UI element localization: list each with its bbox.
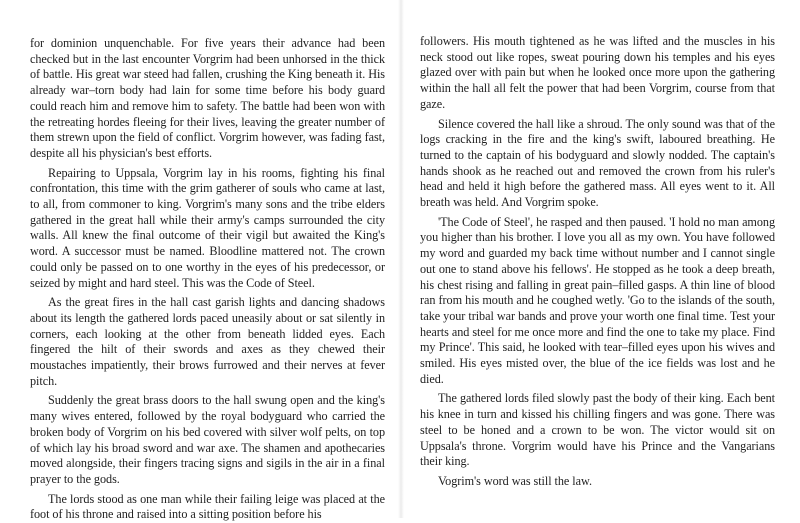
right-paragraph-3: 'The Code of Steel', he rasped and then paused. 'I hold no man among you higher than his brother. I love you all as my own. You have followed my word and guarded my back time without number and I cannot single out one to stand above his fellows'. He stopped as he took a deep breath, his chest rising and falling in great pain–filled gasps. A thin line of blood ran from his mouth and he coughed wetly. 'Go to the islands of the south, take your tribal war bands and prove your worth one final time. Test your hearts and steel for me once more and find the one to take my place. Find my Prince'. This said, he looked with tear–filled eyes upon his wives and smiled. His eyes misted over, the blue of the ice fields was lost and he died.: [420, 214, 775, 386]
right-paragraph-2: Silence covered the hall like a shroud. The only sound was that of the logs cracking in the fire and the king's swift, laboured breathing. He turned to the captain of his bodyguard and slowly nodded. The captain's hands shook as he reached out and removed the crown from his ruler's head and held it high before the gathered mass. All eyes went to it. All breath was held. And Vorgrim spoke.: [420, 116, 775, 210]
book-gutter: [398, 0, 404, 518]
left-paragraph-1: for dominion unquenchable. For five years their advance had been checked but in the last encounter Vorgrim had been unhorsed in the thick of battle. His great war steed had fallen, crushing the King beneath it. His already war–torn body had lain for some time before his body guard could reach him and remove him to safety. The battle had been won with the retreating hordes fleeing for their lives, leaving the greater number of them strewn upon the field of conflict. Vorgrim however, was fading fast, despite all his physician's best efforts.: [30, 36, 385, 160]
left-paragraph-4: Suddenly the great brass doors to the hall swung open and the king's many wives entered, followed by the royal bodyguard who carried the broken body of Vorgrim on his bed covered with silver wolf pelts, on top of which lay his broad sword and war axe. The shamen and apothecaries moved alongside, their fingers tracing signs and sigils in the air in a final prayer to the gods.: [30, 393, 385, 486]
right-paragraph-1: followers. His mouth tightened as he was lifted and the muscles in his neck stood out like ropes, sweat pouring down his temples and his eyes glazed over with pain but when he looked once more upon the gathering within the hall all felt the power that had been Vorgrim, course from that gaze.: [420, 34, 775, 111]
left-paragraph-2: Repairing to Uppsala, Vorgrim lay in his rooms, fighting his final confrontation, this time with the grim gatherer of souls who came at last, to all, from commoner to king. Vorgrim's many sons and the tribe elders gathered in the great hall while their army's camps surrounded the city walls. All knew the final outcome of their vigil but awaited the King's word. A successor must be named. Bloodline mattered not. The crown could only be passed on to one worthy in the eyes of his predecessor, or seized by might and hard steel. This was the Code of Steel.: [30, 165, 385, 290]
right-page: [420, 0, 775, 490]
left-paragraph-5: The lords stood as one man while their failing leige was placed at the foot of his throne and raised into a sitting position before his: [30, 491, 385, 522]
right-paragraph-4: The gathered lords filed slowly past the body of their king. Each bent his knee in turn and kissed his chilling fingers and was gone. There was steel to be honed and a crown to be won. The victor would sit on Uppsala's throne. Vorgrim would have his Prince and the Vangarians their king.: [420, 391, 775, 469]
left-page: [30, 0, 385, 523]
left-paragraph-3: As the great fires in the hall cast garish lights and dancing shadows about its length the gathered lords paced uneasily about or sat silently in corners, each looking at the other from beneath lidded eyes. Each fingered the hilt of their swords and axes as they chewed their moustaches impatiently, their brows furrowed and their nerves at fever pitch.: [30, 295, 385, 388]
right-paragraph-5: Vogrim's word was still the law.: [438, 473, 592, 488]
